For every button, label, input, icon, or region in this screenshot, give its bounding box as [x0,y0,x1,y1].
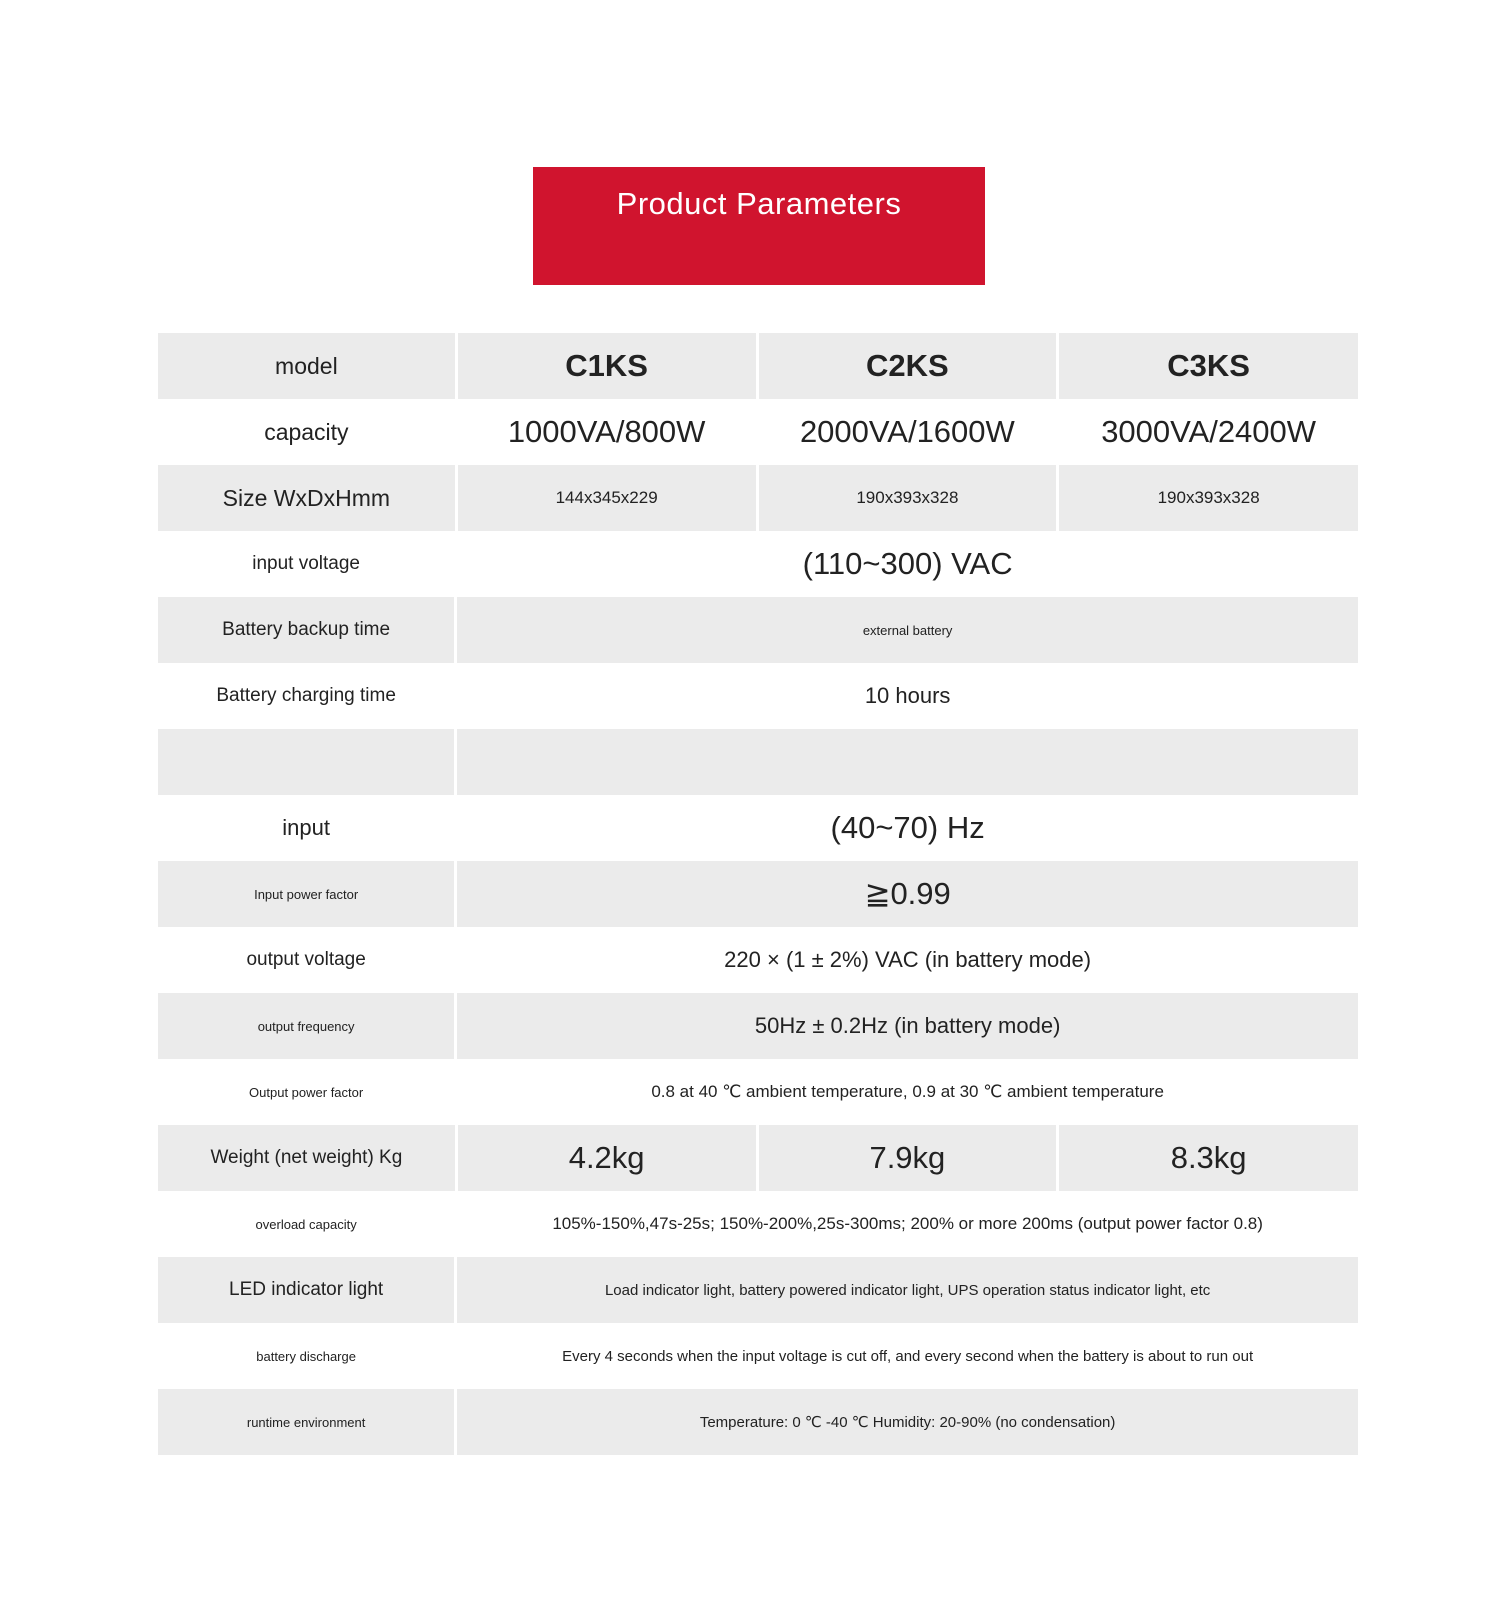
row-label-overload-capacity: overload capacity [158,1191,454,1257]
output-power-factor-value: 0.8 at 40 ℃ ambient temperature, 0.9 at 30 ℃ ambient temperature [457,1059,1358,1125]
battery-backup-time-value: external battery [457,597,1358,663]
table-row-battery-discharge [158,1323,1358,1389]
capacity-c2ks: 2000VA/1600W [759,399,1057,465]
table-row-runtime-environment [158,1389,1358,1455]
table-row-size [158,465,1358,531]
row-label-battery-backup-time: Battery backup time [158,597,454,663]
capacity-c1ks: 1000VA/800W [458,399,756,465]
battery-discharge-value: Every 4 seconds when the input voltage is cut off, and every second when the battery is about to run out [457,1323,1358,1389]
row-label-empty [158,729,454,795]
battery-charging-time-value: 10 hours [457,663,1358,729]
row-label-input-power-factor: Input power factor [158,861,454,927]
table-row-input-power-factor [158,861,1358,927]
runtime-environment-value: Temperature: 0 ℃ -40 ℃ Humidity: 20-90% (no condensation) [457,1389,1358,1455]
row-label-input: input [158,795,454,861]
weight-c3ks: 8.3kg [1059,1125,1358,1191]
input-frequency-value: (40~70) Hz [457,795,1358,861]
row-label-battery-charging-time: Battery charging time [158,663,454,729]
overload-capacity-value: 105%-150%,47s-25s; 150%-200%,25s-300ms; 200% or more 200ms (output power factor 0.8) [457,1191,1358,1257]
row-label-input-voltage: input voltage [158,531,454,597]
output-frequency-value: 50Hz ± 0.2Hz (in battery mode) [457,993,1358,1059]
row-label-size: Size WxDxHmm [158,465,455,531]
weight-c2ks: 7.9kg [759,1125,1057,1191]
table-row-weight [158,1125,1358,1191]
model-name-c1ks: C1KS [458,333,756,399]
table-row-overload-capacity [158,1191,1358,1257]
row-label-battery-discharge: battery discharge [158,1323,454,1389]
table-row-battery-backup-time [158,597,1358,663]
table-row-capacity [158,399,1358,465]
input-power-factor-value: ≧0.99 [457,861,1358,927]
empty-value [457,729,1358,795]
spec-table [158,333,1358,1455]
table-row-input [158,795,1358,861]
product-parameters-banner: Product Parameters [533,167,985,285]
weight-c1ks: 4.2kg [458,1125,756,1191]
table-row-battery-charging-time [158,663,1358,729]
row-label-capacity: capacity [158,399,455,465]
row-label-runtime-environment: runtime environment [158,1389,454,1455]
table-row-led-indicator [158,1257,1358,1323]
row-label-output-voltage: output voltage [158,927,454,993]
led-indicator-value: Load indicator light, battery powered indicator light, UPS operation status indicator light, etc [457,1257,1358,1323]
input-voltage-value: (110~300) VAC [457,531,1358,597]
row-label-model: model [158,333,455,399]
size-c3ks: 190x393x328 [1059,465,1358,531]
table-row-output-voltage [158,927,1358,993]
table-row-model [158,333,1358,399]
row-label-output-power-factor: Output power factor [158,1059,454,1125]
row-label-weight: Weight (net weight) Kg [158,1125,455,1191]
row-label-led-indicator: LED indicator light [158,1257,454,1323]
size-c2ks: 190x393x328 [759,465,1057,531]
row-label-output-frequency: output frequency [158,993,454,1059]
output-voltage-value: 220 × (1 ± 2%) VAC (in battery mode) [457,927,1358,993]
model-name-c2ks: C2KS [759,333,1057,399]
table-row-input-voltage [158,531,1358,597]
capacity-c3ks: 3000VA/2400W [1059,399,1358,465]
table-row-output-frequency [158,993,1358,1059]
model-name-c3ks: C3KS [1059,333,1358,399]
table-row-empty [158,729,1358,795]
table-row-output-power-factor [158,1059,1358,1125]
size-c1ks: 144x345x229 [458,465,756,531]
